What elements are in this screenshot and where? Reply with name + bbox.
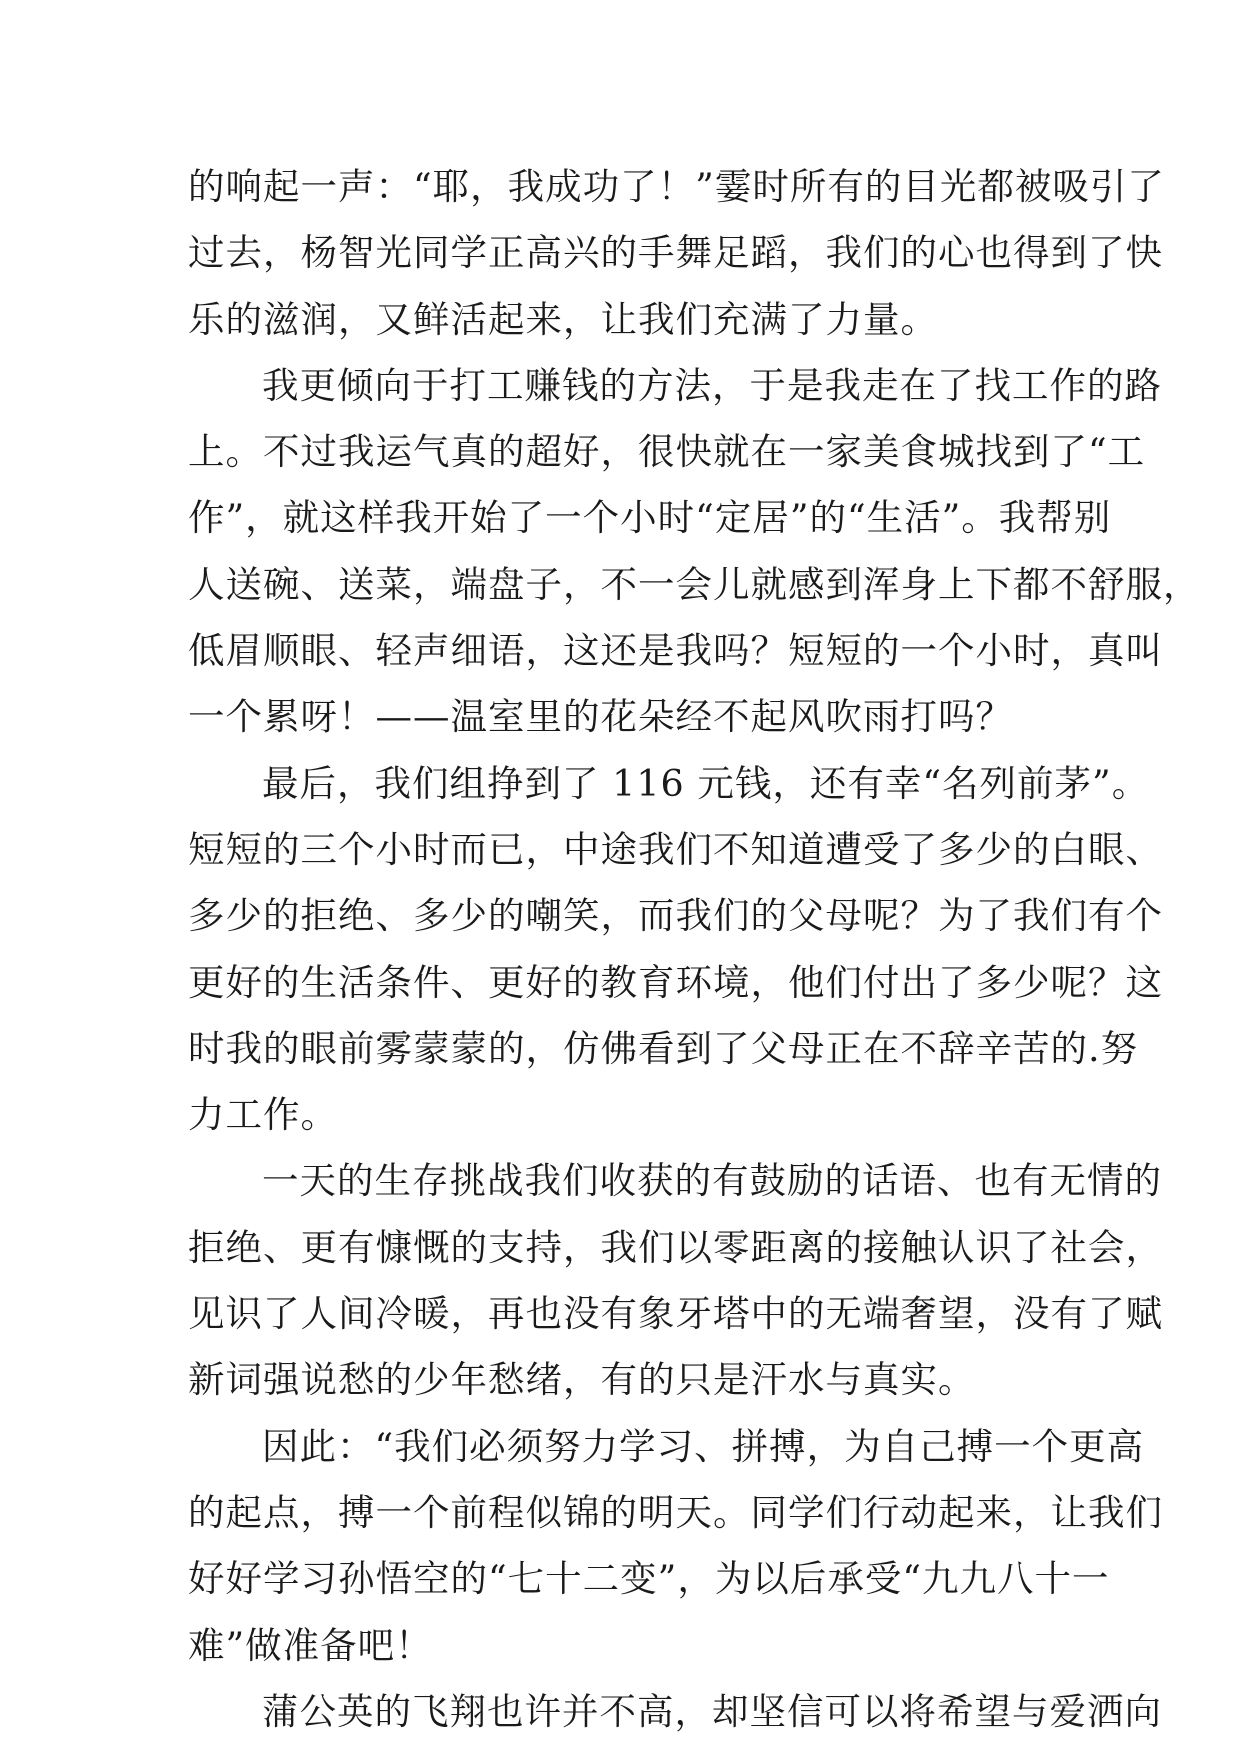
text-line: 蒲公英的飞翔也许并不高，却坚信可以将希望与爱洒向	[262, 1689, 1162, 1733]
text-line: 力工作。	[188, 1093, 338, 1137]
text-line: 见识了人间冷暖，再也没有象牙塔中的无端奢望，没有了赋	[188, 1292, 1163, 1336]
text-line: 更好的生活条件、更好的教育环境，他们付出了多少呢？这	[188, 960, 1163, 1004]
text-line: 多少的拒绝、多少的嘲笑，而我们的父母呢？为了我们有个	[188, 894, 1163, 938]
text-line: 难”做准备吧！	[188, 1623, 433, 1667]
text-line: 新词强说愁的少年愁绪，有的只是汗水与真实。	[188, 1358, 976, 1402]
text-line: 的起点，搏一个前程似锦的明天。同学们行动起来，让我们	[188, 1490, 1163, 1534]
text-line: 的响起一声：“耶，我成功了！”霎时所有的目光都被吸引了	[188, 165, 1165, 208]
text-line: 过去，杨智光同学正高兴的手舞足蹈，我们的心也得到了快	[188, 231, 1163, 275]
text-line: 作”，就这样我开始了一个小时“定居”的“生活”。我帮别	[188, 496, 1112, 540]
text-line: 拒绝、更有慷慨的支持，我们以零距离的接触认识了社会，	[188, 1225, 1163, 1269]
text-line: 最后，我们组挣到了 116 元钱，还有幸“名列前茅”。	[262, 761, 1150, 805]
text-line: 短短的三个小时而已，中途我们不知道遭受了多少的白眼、	[188, 827, 1163, 871]
document-body	[188, 154, 1201, 1745]
text-line: 因此：“我们必须努力学习、拼搏，为自己搏一个更高	[262, 1424, 1145, 1468]
text-line: 好好学习孙悟空的“七十二变”，为以后承受“九九八十一	[188, 1557, 1110, 1601]
text-line: 上。不过我运气真的超好，很快就在一家美食城找到了“工	[188, 430, 1146, 474]
text-line: 人送碗、送菜，端盘子，不一会儿就感到浑身上下都不舒服，	[188, 562, 1201, 606]
text-line: 低眉顺眼、轻声细语，这还是我吗？短短的一个小时，真叫	[188, 629, 1163, 673]
text-line: 我更倾向于打工赚钱的方法，于是我走在了找工作的路	[262, 363, 1162, 407]
text-line: 乐的滋润，又鲜活起来，让我们充满了力量。	[188, 297, 938, 341]
text-line: 一个累呀！——温室里的花朵经不起风吹雨打吗？	[188, 695, 1013, 739]
text-line: 一天的生存挑战我们收获的有鼓励的话语、也有无情的	[262, 1159, 1162, 1203]
text-line: 时我的眼前雾蒙蒙的，仿佛看到了父母正在不辞辛苦的.努	[188, 1026, 1139, 1070]
